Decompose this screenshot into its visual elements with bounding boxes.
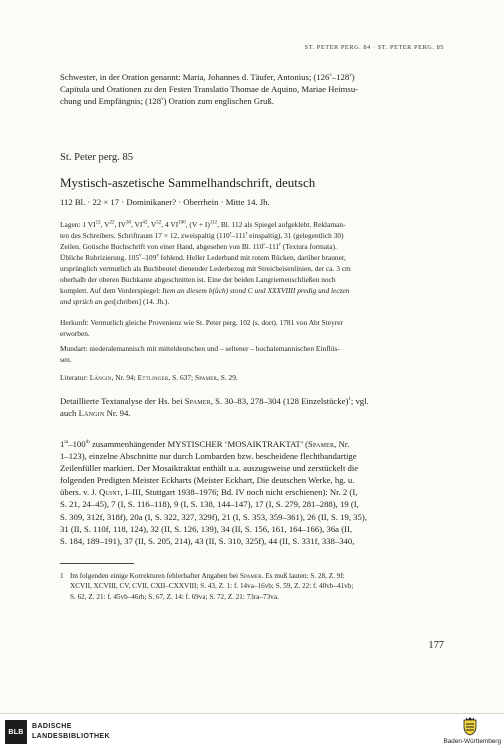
blb-logo[interactable]: BLB bbox=[5, 720, 27, 744]
mundart-line-2: sen. bbox=[60, 355, 72, 364]
mundart-paragraph bbox=[60, 343, 445, 365]
intro-line-2: Capitula und Orationen zu den Festen Translatio Thomae de Aquino, Mariae Heimsu- bbox=[60, 84, 359, 95]
intro-line-1: Schwester, in der Oration genannt: Maria, Johannes d. Täufer, Antonius; (126$^v$–128$^v$) bbox=[60, 72, 355, 82]
manuscript-meta: 112 Bl. · 22 × 17 · Dominikaner? · Oberrhein · Mitte 14. Jh. bbox=[60, 197, 270, 207]
main-line-3: Zeilenfüller markiert. Der Mosaiktraktat enthält u.a. auszugsweise und zerstückelt die bbox=[60, 463, 359, 474]
main-line-8: 31 (II, S. 110f, 118, 124), 32 (II, S. 126, 139), 34 (II, S. 156, 161, 164–166), 36a (II, bbox=[60, 523, 353, 534]
herkunft-line-2: erworben. bbox=[60, 329, 90, 338]
main-line-2: 1–123), einzelne Abschnitte nur durch Lombarden bzw. bescheidene flechtbandartige bbox=[60, 451, 357, 462]
footnote-line-2: XCVII, XCVIII, CV, CVII, CXII–CXXVIII; S. 43, Z. 1: f. 14va–16vb; S. 59, Z. 22: f. 40vb–41vb; bbox=[70, 582, 354, 591]
textanalyse-line-2: auch Längin Nr. 94. bbox=[60, 408, 131, 419]
literatur-line: Literatur: Längin, Nr. 94; Ettlinger, S. 637; Spamer, S. 29. bbox=[60, 373, 238, 382]
footnote bbox=[60, 571, 445, 602]
footer-bar bbox=[0, 713, 504, 750]
shelfmark-heading: St. Peter perg. 85 bbox=[60, 152, 134, 163]
textanalyse-line-1: Detaillierte Textanalyse der Hs. bei Spamer, S. 30–83, 278–304 (128 Einzelstücke)$^1$; vgl. bbox=[60, 396, 369, 406]
herkunft-paragraph bbox=[60, 317, 445, 339]
main-text-paragraph bbox=[60, 438, 445, 547]
main-line-4: folgenden Predigten Meister Eckharts (Meister Eckhart, Die deutschen Werke, hg. u. bbox=[60, 475, 355, 486]
footnote-number: 1 bbox=[60, 572, 64, 580]
lagen-line-2: ten des Schreibers. Schriftraum 17 × 12, zweispaltig (110$^r$–111$^r$ einspaltig), 31 (gelegentlich 30) bbox=[60, 231, 344, 240]
lagen-line-6: oberhalb der oberen Buchkante abgeschnitten ist. Eine der beiden Langriemenschließen noch bbox=[60, 275, 336, 284]
main-line-7: S. 309, 312f, 318f), 20a (I, S. 322, 327, 329f), 21 (I, S. 353, 359–361), 26 (II, S. 19, 35), bbox=[60, 511, 367, 522]
lagen-line-8: und sprüch an ges[chriben] (14. Jh.). bbox=[60, 297, 170, 306]
main-line-9: S. 184, 189–191), 37 (II, S. 205, 214), 43 (II, S. 310, 325f), 44 (II, S. 331f, 338–340, bbox=[60, 535, 355, 546]
running-head: ST. PETER PERG. 84 · ST. PETER PERG. 85 bbox=[304, 44, 444, 51]
intro-paragraph bbox=[60, 71, 445, 107]
coat-of-arms-icon bbox=[460, 716, 480, 736]
lagen-paragraph bbox=[60, 219, 445, 307]
library-name-line-2: LANDESBIBLIOTHEK bbox=[32, 733, 110, 740]
library-name bbox=[32, 722, 110, 742]
lagen-line-5: ursprünglich vermutlich als Buchbeutel dienender Lederbezug mit Streicheisenlinien, der ca. 3 cm bbox=[60, 264, 351, 273]
state-name: Baden-Württemberg bbox=[443, 738, 501, 745]
main-line-1: $1^{ra}-100^{rb}$ zusammenhängender MYSTISCHER ‘MOSAIKTRAKTAT’ (Spamer, Nr. bbox=[60, 439, 350, 449]
lagen-line-1: Lagen: 1 VI$^{12}$, $V^{22}$, IV$^{30}$, VI$^{42}$, $V^{52}$, 4 VI$^{100}$, $(V + I)^{112}$, Bl. 112 als Spiegel aufgeklebt. Reklaman- bbox=[60, 220, 346, 229]
page-number: 177 bbox=[428, 640, 444, 651]
lagen-line-3: Zeilen. Gotische Buchschrift von einer Hand, abgesehen von Bl. 110$^r$–111$^r$ (Textura formata). bbox=[60, 242, 337, 251]
lagen-line-7: komplett. Auf dem Vorderspiegel: Item an diesem b(ůch) stond C und XXXVIIII predig und leczen bbox=[60, 286, 350, 295]
manuscript-title: Mystisch-aszetische Sammelhandschrift, deutsch bbox=[60, 175, 316, 190]
intro-line-3: chung und Empfängnis; (128$^v$) Oration zum englischen Gruß. bbox=[60, 96, 274, 107]
lagen-line-4: Übliche Rubrizierung, 105$^v$–109$^v$ fehlend. Heller Lederband mit rotem Rücken, darüber brauner, bbox=[60, 253, 346, 262]
main-line-6: S. 21, 24–45), 7 (I, S. 116–118), 9 (I, S. 138, 144–147), 17 (I, S. 279, 281–288), 19 (I, bbox=[60, 499, 359, 510]
textanalyse-paragraph bbox=[60, 395, 445, 419]
footnote-line-1: 1 Im folgenden einige Korrekturen fehlerhafter Angaben bei Spamer. Es muß lauten: S. 28, Z. 9f: bbox=[60, 572, 345, 580]
footnote-line-3: S. 62, Z. 21: f. 45vb–46rb; S. 67, Z. 14: f. 69va; S. 72, Z. 21: 73ra–73va. bbox=[70, 592, 279, 601]
main-line-5: übers. v. J. Quint, I–III, Stuttgart 1938–1976; Bd. IV noch nicht erschienen): Nr. 2 (I, bbox=[60, 487, 358, 498]
mundart-line-1: Mundart: niederalemannisch mit mitteldeutschen und – seltener – hochalemannischen Einflüs- bbox=[60, 344, 340, 353]
library-name-line-1: BADISCHE bbox=[32, 723, 72, 730]
footnote-rule bbox=[60, 563, 134, 564]
herkunft-line-1: Herkunft: Vermutlich gleiche Provenienz wie St. Peter perg. 102 (s. dort). 1781 von Abt Steyrer bbox=[60, 318, 343, 327]
